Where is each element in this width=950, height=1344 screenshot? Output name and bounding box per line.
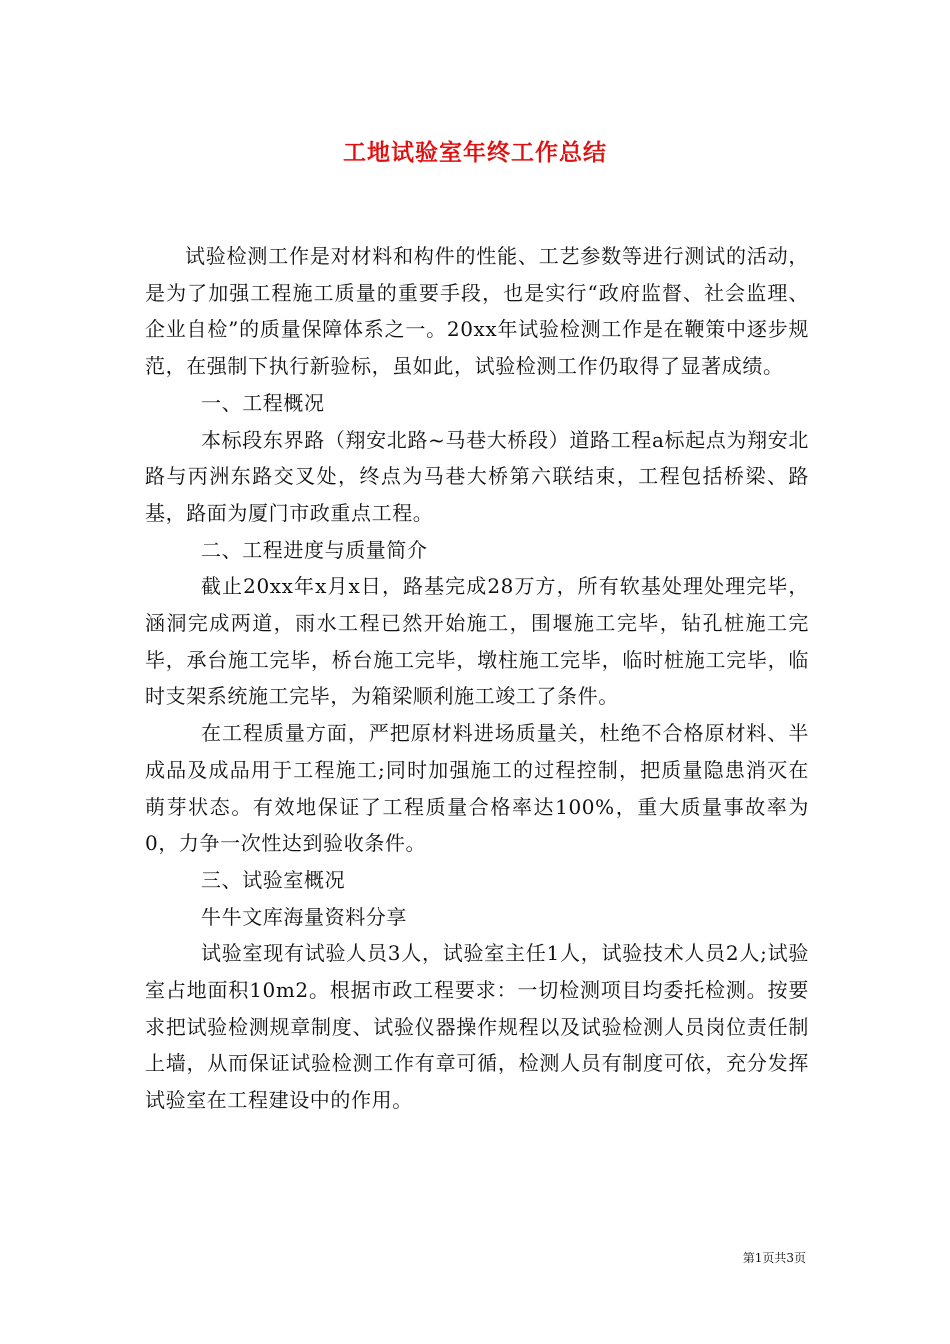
document-body bbox=[145, 238, 809, 1119]
page-number: 第1页共3页 bbox=[742, 1251, 806, 1265]
section-heading-overview: 一、工程概况 bbox=[201, 390, 325, 415]
document-title: 工地试验室年终工作总结 bbox=[343, 140, 607, 166]
paragraph-progress: 截止20xx年x月x日，路基完成28万方，所有软基处理处理完毕，涵洞完成两道，雨水工程已然开始施工，围堰施工完毕，钻孔桩施工完毕，承台施工完毕，桥台施工完毕，墩柱施工完毕，临时桩施工完毕，临时支架系统施工完毕，为箱梁顺利施工竣工了条件。 bbox=[145, 574, 809, 709]
section-heading-progress: 二、工程进度与质量简介 bbox=[201, 537, 428, 562]
paragraph-overview: 本标段东界路（翔安北路~马巷大桥段）道路工程a标起点为翔安北路与丙洲东路交叉处，终点为马巷大桥第六联结束，工程包括桥梁、路基，路面为厦门市政重点工程。 bbox=[145, 427, 809, 525]
watermark-line: 牛牛文库海量资料分享 bbox=[201, 904, 407, 929]
paragraph-lab: 试验室现有试验人员3人，试验室主任1人，试验技术人员2人;试验室占地面积10m2。根据市政工程要求：一切检测项目均委托检测。按要求把试验检测规章制度、试验仪器操作规程以及试验检测人员岗位责任制上墙，从而保证试验检测工作有章可循，检测人员有制度可依，充分发挥试验室在工程建设中的作用。 bbox=[145, 941, 809, 1113]
paragraph-intro: 试验检测工作是对材料和构件的性能、工艺参数等进行测试的活动，是为了加强工程施工质量的重要手段，也是实行“政府监督、社会监理、企业自检”的质量保障体系之一。20xx年试验检测工作是在鞭策中逐步规范，在强制下执行新验标，虽如此，试验检测工作仍取得了显著成绩。 bbox=[145, 244, 809, 379]
section-heading-lab: 三、试验室概况 bbox=[201, 867, 346, 892]
paragraph-quality: 在工程质量方面，严把原材料进场质量关，杜绝不合格原材料、半成品及成品用于工程施工;同时加强施工的过程控制，把质量隐患消灭在萌芽状态。有效地保证了工程质量合格率达100%，重大质量事故率为0，力争一次性达到验收条件。 bbox=[145, 721, 809, 856]
